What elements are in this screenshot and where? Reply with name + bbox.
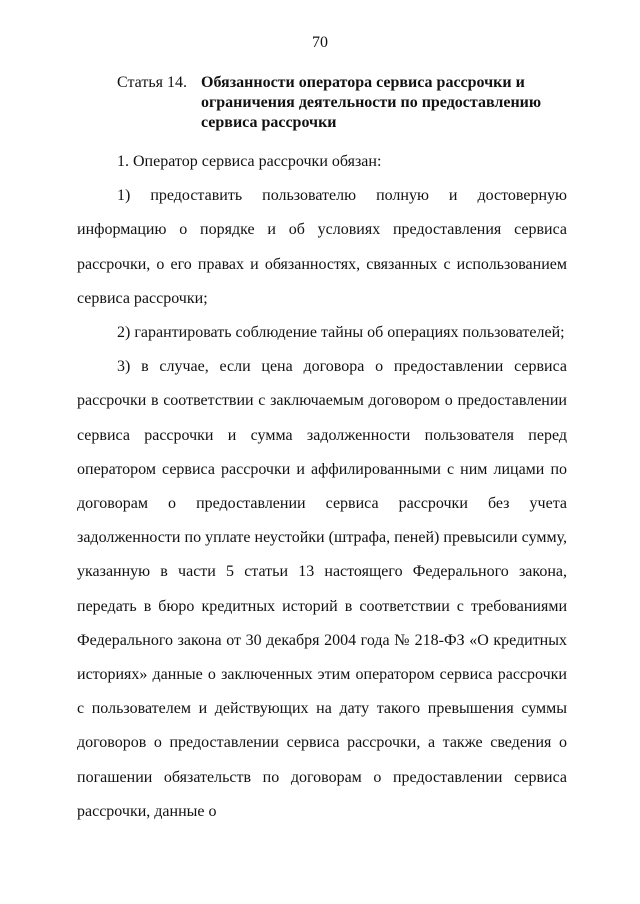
paragraph-item-2: 2) гарантировать соблюдение тайны об операциях пользователей; <box>117 324 565 342</box>
page-number: 70 <box>312 34 328 51</box>
document-body <box>77 145 567 829</box>
paragraph-item-1: 1) предоставить пользователю полную и достоверную информацию о порядке и об условиях предоставления сервиса рассрочки, о его правах и обязанностях, связанных с использованием сервиса рассрочки; <box>77 187 567 307</box>
paragraph-part-1-intro: 1. Оператор сервиса рассрочки обязан: <box>117 153 382 170</box>
article-label: Статья 14. <box>117 74 187 91</box>
paragraph-item-3: 3) в случае, если цена договора о предоставлении сервиса рассрочки в соответствии с заключаемым договором о предоставлении сервиса рассрочки и сумма задолженности пользователя перед оператором сервиса рассрочки и аффилированными с ним лицами по договорам о предоставлении сервиса рассрочки без учета задолженности по уплате неустойки (штрафа, пеней) превысили сумму, указанную в части 5 статьи 13 настоящего Федерального закона, передать в бюро кредитных историй в соответствии с требованиями Федерального закона от 30 декабря 2004 года № 218-ФЗ «О кредитных историях» данные о заключенных этим оператором сервиса рассрочки с пользователем и действующих на дату такого превышения суммы договоров о предоставлении сервиса рассрочки, а также сведения о погашении обязательств по договорам о предоставлении сервиса рассрочки, данные о <box>77 358 567 820</box>
article-title: Обязанности оператора сервиса рассрочки и ограничения деятельности по предоставлению сервиса рассрочки <box>201 74 542 131</box>
